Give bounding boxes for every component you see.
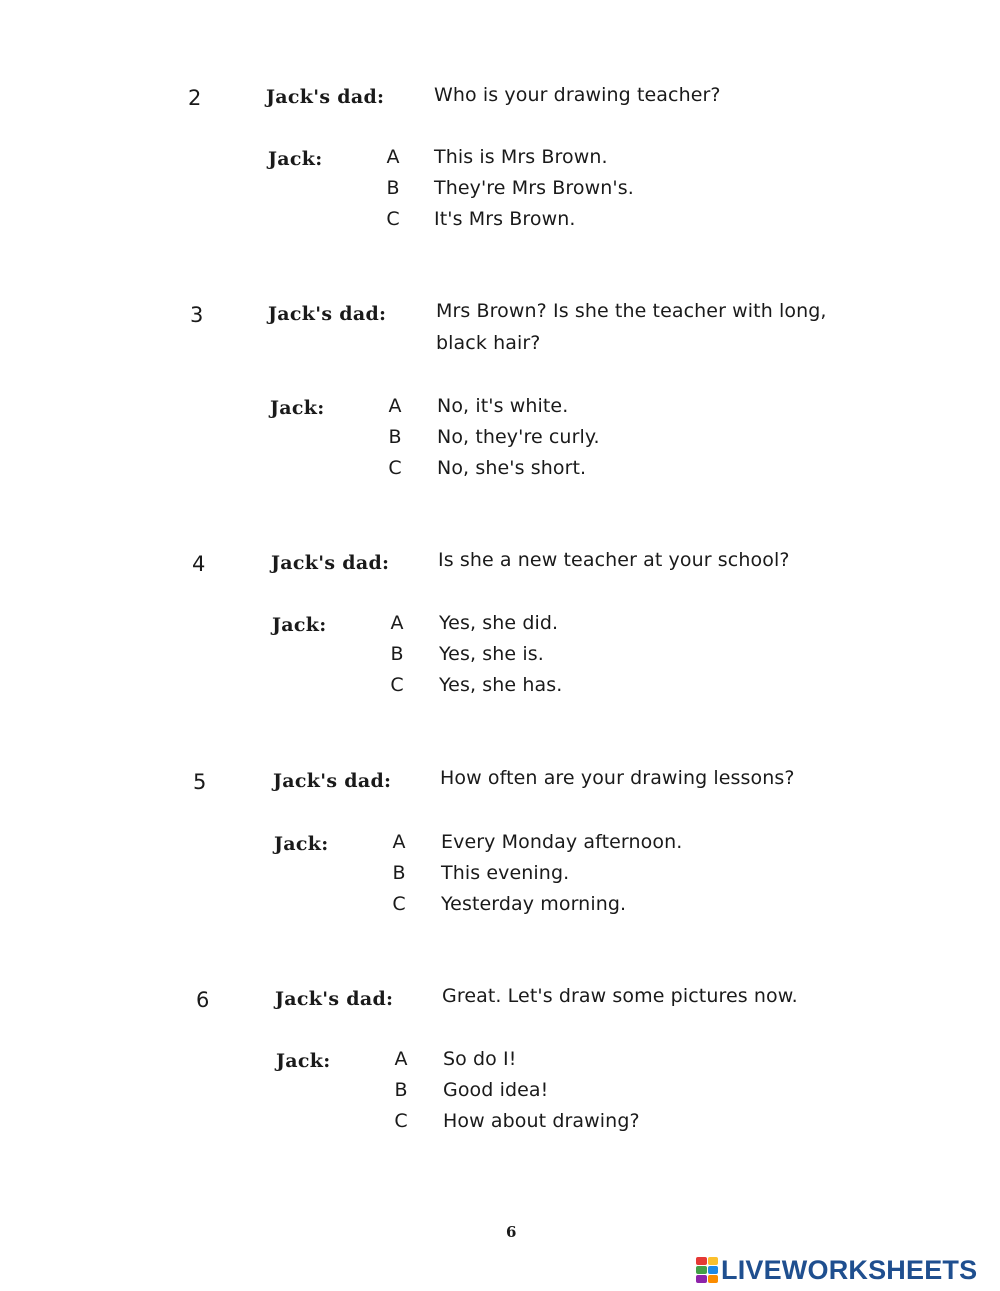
option-text: Yesterday morning. (441, 893, 627, 915)
option-text: They're Mrs Brown's. (434, 177, 634, 199)
prompt-line: Mrs Brown? Is she the teacher with long, (436, 300, 827, 322)
speaker-jack: Jack: (270, 397, 325, 419)
speaker-jack: Jack: (274, 833, 329, 855)
option-letter: C (390, 674, 404, 696)
option-text: How about drawing? (443, 1110, 640, 1132)
logo-block (708, 1257, 719, 1265)
speaker-dad: Jack's dad: (268, 303, 387, 325)
option-text: No, it's white. (437, 395, 569, 417)
logo-block (696, 1275, 707, 1283)
liveworksheets-brand[interactable] (696, 1254, 977, 1286)
option-letter: B (394, 1079, 408, 1101)
option-letter: C (388, 457, 402, 479)
question-number: 5 (193, 770, 207, 794)
prompt-line: Who is your drawing teacher? (434, 84, 721, 106)
option-letter: A (388, 395, 402, 417)
option-text: Yes, she has. (439, 674, 563, 696)
option-text: It's Mrs Brown. (434, 208, 576, 230)
logo-block (708, 1266, 719, 1274)
option-letter: B (388, 426, 402, 448)
question-number: 2 (188, 86, 202, 110)
option-letter: A (394, 1048, 408, 1070)
option-text: Good idea! (443, 1079, 549, 1101)
option-letter: B (390, 643, 404, 665)
option-text: Yes, she is. (439, 643, 544, 665)
question-number: 6 (196, 988, 210, 1012)
logo-block (696, 1257, 707, 1265)
logo-block (708, 1275, 719, 1283)
prompt-line: Is she a new teacher at your school? (438, 549, 790, 571)
speaker-jack: Jack: (272, 614, 327, 636)
option-letter: C (394, 1110, 408, 1132)
option-text: Yes, she did. (439, 612, 559, 634)
option-text: Every Monday afternoon. (441, 831, 683, 853)
page-number: 6 (506, 1223, 517, 1241)
option-letter: A (390, 612, 404, 634)
option-text: This evening. (441, 862, 570, 884)
speaker-dad: Jack's dad: (273, 770, 392, 792)
option-letter: A (392, 831, 406, 853)
option-letter: B (392, 862, 406, 884)
prompt-line: black hair? (436, 332, 541, 354)
brand-name: LIVEWORKSHEETS (721, 1254, 978, 1285)
prompt-line: How often are your drawing lessons? (440, 767, 795, 789)
speaker-jack: Jack: (268, 148, 323, 170)
option-letter: C (386, 208, 400, 230)
speaker-dad: Jack's dad: (275, 988, 394, 1010)
speaker-jack: Jack: (276, 1050, 331, 1072)
speaker-dad: Jack's dad: (266, 86, 385, 108)
question-number: 4 (192, 552, 206, 576)
prompt-line: Great. Let's draw some pictures now. (442, 985, 798, 1007)
logo-block (696, 1266, 707, 1274)
option-text: No, she's short. (437, 457, 587, 479)
option-letter: B (386, 177, 400, 199)
question-number: 3 (190, 303, 204, 327)
option-text: No, they're curly. (437, 426, 600, 448)
speaker-dad: Jack's dad: (271, 552, 390, 574)
option-letter: C (392, 893, 406, 915)
option-text: So do I! (443, 1048, 517, 1070)
liveworksheets-logo-icon (696, 1257, 718, 1283)
option-letter: A (386, 146, 400, 168)
option-text: This is Mrs Brown. (434, 146, 608, 168)
